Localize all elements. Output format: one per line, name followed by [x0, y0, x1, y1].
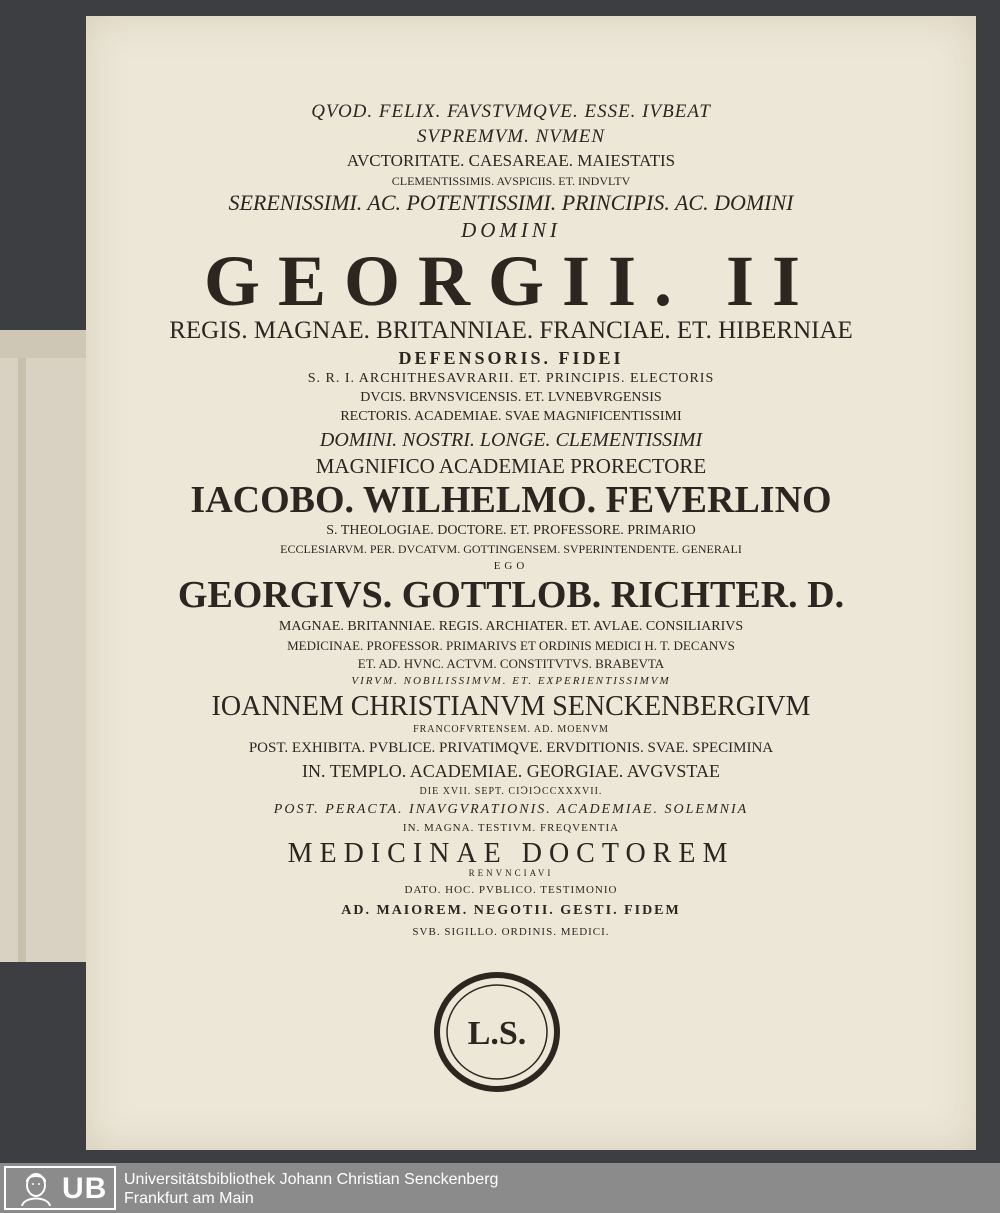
doc-line-34: AD. MAIOREM. NEGOTII. GESTI. FIDEM	[341, 903, 681, 918]
doc-candidate-name: IOANNEM CHRISTIANVM SENCKENBERGIVM	[211, 691, 811, 722]
footer-bar	[0, 1163, 1000, 1213]
doc-line-20: MAGNAE. BRITANNIAE. REGIS. ARCHIATER. ET. AVLAE. CONSILIARIVS	[278, 619, 744, 634]
footer-institution	[124, 1170, 498, 1208]
doc-line-13: DOMINI. NOSTRI. LONGE. CLEMENTISSIMI	[319, 429, 703, 451]
senckenberg-portrait-icon	[12, 1170, 60, 1206]
doc-title-georgii: GEORGII. II	[203, 241, 819, 321]
document-text	[96, 96, 926, 938]
doc-line-8: REGIS. MAGNAE. BRITANNIAE. FRANCIAE. ET. HIBERNIAE	[169, 317, 853, 344]
seal-text: L.S.	[467, 1015, 527, 1052]
doc-line-11: DVCIS. BRVNSVICENSIS. ET. LVNEBVRGENSIS	[360, 390, 662, 405]
footer-line-2: Frankfurt am Main	[124, 1190, 254, 1207]
doc-line-18: EGO	[493, 560, 529, 572]
doc-line-30: IN. MAGNA. TESTIVM. FREQVENTIA	[402, 822, 620, 834]
doc-line-16: S. THEOLOGIAE. DOCTORE. ET. PROFESSORE. PRIMARIO	[326, 523, 696, 538]
doc-line-4: CLEMENTISSIMIS. AVSPICIIS. ET. INDVLTV	[391, 174, 631, 188]
doc-line-6: DOMINI	[461, 218, 561, 242]
doc-line-2: SVPREMVM. NVMEN	[416, 126, 606, 147]
doc-line-29: POST. PERACTA. INAVGVRATIONIS. ACADEMIAE. SOLEMNIA	[273, 802, 749, 817]
doc-line-25: FRANCOFVRTENSEM. AD. MOENVM	[413, 724, 609, 735]
doc-line-17: ECCLESIARVM. PER. DVCATVM. GOTTINGENSEM. SVPERINTENDENTE. GENERALI	[280, 542, 742, 556]
folded-page-edge	[0, 330, 93, 962]
doc-line-10: S. R. I. ARCHITHESAVRARII. ET. PRINCIPIS. ELECTORIS	[307, 371, 715, 386]
doc-line-22: ET. AD. HVNC. ACTVM. CONSTITVTVS. BRABEVTA	[357, 656, 665, 671]
doc-line-21: MEDICINAE. PROFESSOR. PRIMARIVS ET ORDINIS MEDICI H. T. DECANVS	[287, 638, 735, 653]
doc-line-33: DATO. HOC. PVBLICO. TESTIMONIO	[404, 884, 618, 896]
library-logo[interactable]	[4, 1166, 116, 1210]
doc-line-35: SVB. SIGILLO. ORDINIS. MEDICI.	[412, 926, 610, 938]
seal-stamp	[434, 972, 560, 1092]
doc-date-line: DIE XVII. SEPT. CIↃIↃCCXXXVII.	[419, 786, 603, 797]
logo-ub-text: UB	[62, 1172, 108, 1205]
doc-line-26: POST. EXHIBITA. PVBLICE. PRIVATIMQVE. ERVDITIONIS. SVAE. SPECIMINA	[248, 740, 774, 756]
doc-line-23: VIRVM. NOBILISSIMVM. ET. EXPERIENTISSIMVM	[351, 675, 671, 687]
doc-line-27: IN. TEMPLO. ACADEMIAE. GEORGIAE. AVGVSTAE	[302, 761, 720, 781]
doc-line-14: MAGNIFICO ACADEMIAE PRORECTORE	[315, 454, 707, 478]
doc-dean-name: GEORGIVS. GOTTLOB. RICHTER. D.	[177, 574, 845, 616]
doc-line-5: SERENISSIMI. AC. POTENTISSIMI. PRINCIPIS. AC. DOMINI	[228, 190, 794, 215]
doc-line-3: AVCTORITATE. CAESAREAE. MAIESTATIS	[346, 151, 676, 170]
doc-line-12: RECTORIS. ACADEMIAE. SVAE MAGNIFICENTISSIMI	[340, 409, 682, 424]
doc-line-9: DEFENSORIS. FIDEI	[398, 348, 624, 368]
doc-degree-title: MEDICINAE DOCTOREM	[287, 838, 735, 869]
footer-line-1: Universitätsbibliothek Johann Christian Senckenberg	[124, 1171, 499, 1188]
doc-line-1: QVOD. FELIX. FAVSTVMQVE. ESSE. IVBEAT	[311, 101, 711, 122]
doc-line-32: RENVNCIAVI	[468, 868, 554, 878]
doc-prorector-name: IACOBO. WILHELMO. FEVERLINO	[190, 479, 832, 521]
